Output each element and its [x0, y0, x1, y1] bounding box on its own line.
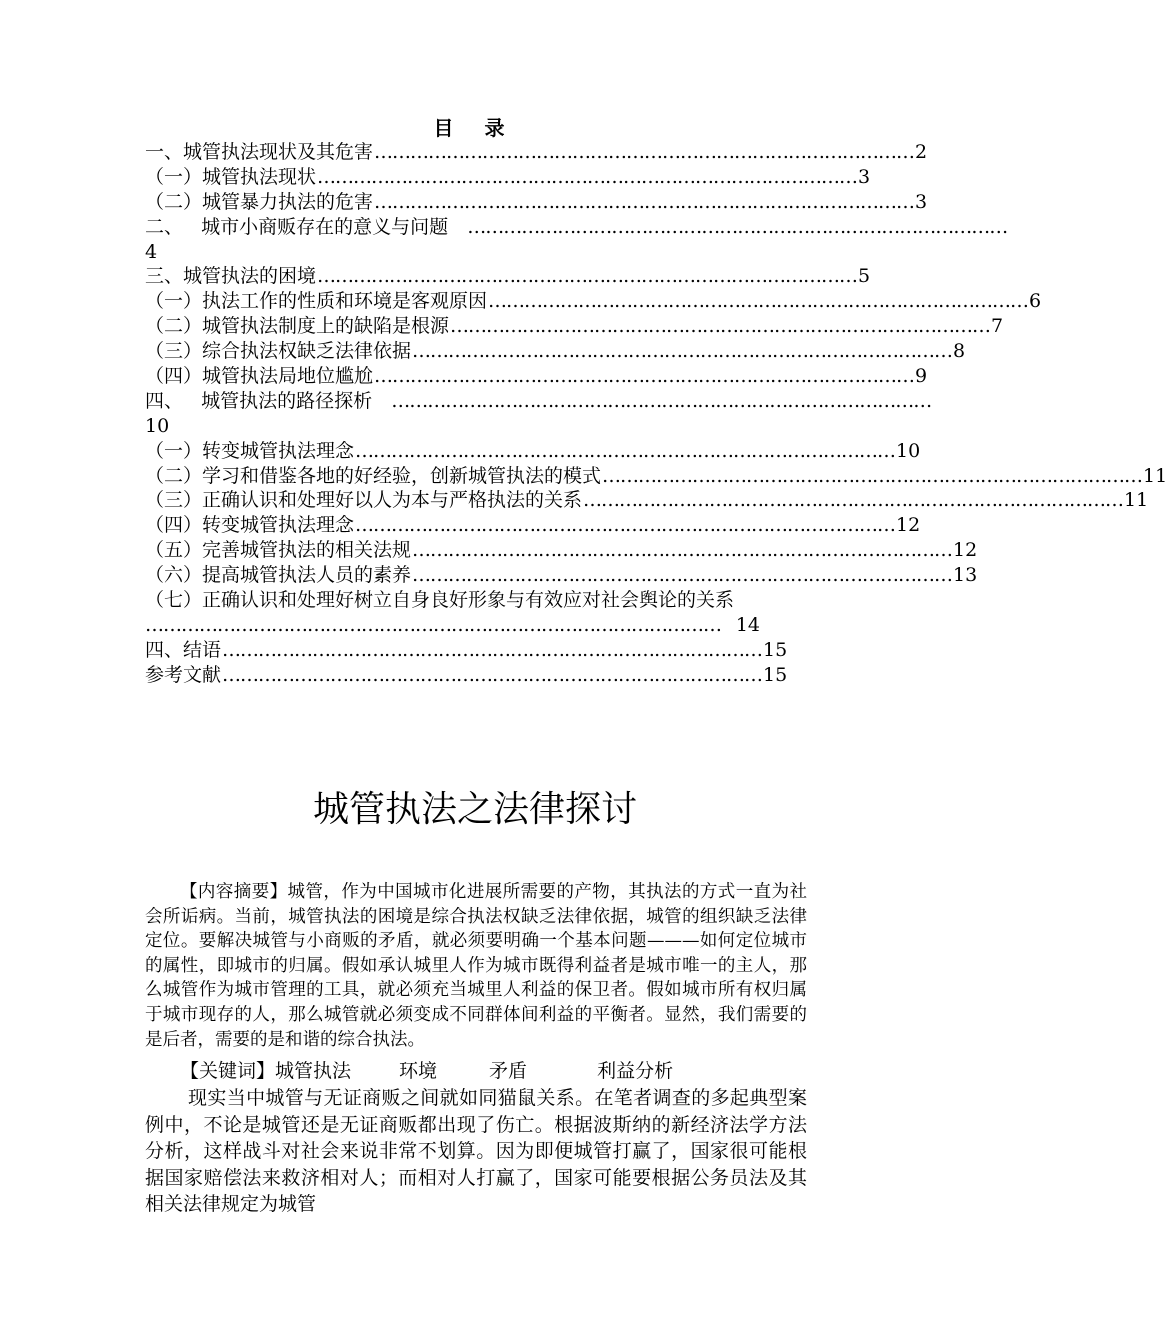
toc-entry-text: （七）正确认识和处理好树立自身良好形象与有效应对社会舆论的关系	[145, 589, 735, 612]
toc-entry-page: 6	[1029, 290, 1042, 313]
toc-entry-page: 15	[763, 638, 788, 661]
toc-entry-text: 参考文献	[145, 663, 222, 686]
toc-entry[interactable]	[145, 513, 921, 538]
toc-entry-text: 四、结语	[145, 638, 222, 661]
toc-entry-text: 四、 城管执法的路径探析	[145, 389, 391, 412]
toc-entry-text: （二）城管执法制度上的缺陷是根源	[145, 315, 450, 338]
toc-entry[interactable]	[145, 464, 1167, 489]
toc-entry-text: （五）完善城管执法的相关法规	[145, 539, 412, 562]
toc-entry[interactable]	[145, 339, 966, 364]
toc-entry-page: 15	[763, 663, 788, 686]
keywords-label: 【关键词】	[180, 1060, 276, 1082]
toc-leader: ………………………………………………………………………………	[412, 539, 953, 562]
toc-entry-text: （六）提高城管执法人员的素养	[145, 564, 412, 587]
toc-leader: ………………………………………………………………………………	[374, 190, 915, 213]
toc-leader: ………………………………………………………………………………	[374, 365, 915, 388]
toc-entry[interactable]	[145, 538, 978, 563]
keyword: 矛盾	[489, 1060, 528, 1082]
toc-entry-page: 5	[858, 265, 871, 288]
toc-entry-text: （四）转变城管执法理念	[145, 514, 355, 537]
toc-entry-page: 12	[953, 539, 978, 562]
toc-entry-text: （三）正确认识和处理好以人为本与严格执法的关系	[145, 489, 583, 512]
toc-leader: ………………………………………………………………………………	[391, 389, 932, 412]
toc-entry-page: 3	[915, 190, 928, 213]
toc-entry[interactable]	[145, 663, 788, 688]
toc-leader: ………………………………………………………………………………	[374, 141, 915, 163]
toc-entry[interactable]	[145, 563, 978, 588]
toc-leader: ………………………………………………………………………………	[222, 638, 763, 661]
toc-entry-page: 4	[145, 240, 158, 263]
toc-entry-page: 2	[915, 141, 928, 163]
toc-entry-page: 11	[1143, 464, 1167, 487]
toc-entry[interactable]	[145, 364, 928, 389]
toc-entry-page: 8	[953, 340, 966, 363]
table-of-contents	[145, 140, 1167, 688]
keyword: 利益分析	[597, 1060, 674, 1082]
toc-leader: ………………………………………………………………………………	[488, 290, 1029, 313]
toc-entry-text: （一）城管执法现状	[145, 165, 317, 188]
toc-entry[interactable]	[145, 140, 928, 165]
toc-entry[interactable]	[145, 165, 871, 190]
keyword: 环境	[399, 1060, 438, 1082]
toc-entry[interactable]	[145, 264, 871, 289]
toc-entry-text: （二）学习和借鉴各地的好经验，创新城管执法的模式	[145, 464, 602, 487]
keywords-line	[180, 1058, 810, 1084]
toc-leader: ………………………………………………………………………………	[412, 340, 953, 363]
toc-entry-page: 7	[991, 315, 1004, 338]
toc-leader: ………………………………………………………………………………	[583, 489, 1124, 512]
toc-entry-page: 13	[953, 564, 978, 587]
toc-entry[interactable]	[145, 215, 1008, 240]
toc-entry-page: 11	[1124, 489, 1149, 512]
toc-entry-page: 10	[145, 414, 170, 437]
toc-entry-text: （二）城管暴力执法的危害	[145, 190, 374, 213]
toc-leader: ………………………………………………………………………………	[355, 514, 896, 537]
toc-entry[interactable]	[145, 638, 788, 663]
toc-leader: ………………………………………………………………………………	[317, 265, 858, 288]
toc-entry-text: （一）转变城管执法理念	[145, 439, 355, 462]
toc-entry-text: 二、 城市小商贩存在的意义与问题	[145, 215, 467, 238]
toc-entry[interactable]	[145, 488, 1149, 513]
toc-entry-text: 三、城管执法的困境	[145, 265, 317, 288]
toc-leader: ………………………………………………………………………………	[412, 564, 953, 587]
toc-entry-text: （四）城管执法局地位尴尬	[145, 365, 374, 388]
toc-leader: ………………………………………………………………………………	[355, 439, 896, 462]
toc-entry[interactable]	[145, 314, 1004, 339]
toc-leader: ………………………………………………………………………………	[602, 464, 1143, 487]
toc-leader: ………………………………………………………………………………	[222, 663, 763, 686]
toc-leader: ………………………………………………………………………………	[450, 315, 991, 338]
toc-title: 目 录	[433, 116, 517, 140]
toc-entry[interactable]	[145, 439, 921, 464]
toc-entry-page: 10	[896, 439, 921, 462]
toc-entry[interactable]	[145, 190, 928, 215]
toc-leader: ………………………………………………………………………………	[317, 165, 858, 188]
toc-entry-text: （一）执法工作的性质和环境是客观原因	[145, 290, 488, 313]
toc-entry-page: 9	[915, 365, 928, 388]
toc-entry[interactable]	[145, 289, 1042, 314]
toc-leader: ………………………………………………………………………………	[467, 215, 1008, 238]
keyword: 城管执法	[275, 1060, 352, 1082]
body-paragraph: 现实当中城管与无证商贩之间就如同猫鼠关系。在笔者调查的多起典型案例中，不论是城管还是无证商贩都出现了伤亡。根据波斯纳的新经济法学方法分析，这样战斗对社会来说非常不划算。因为即便城管打赢了，国家很可能根据国家赔偿法来救济相对人；而相对人打赢了，国家可能要根据公务员法及其相关法律规定为城管	[145, 1087, 807, 1215]
toc-entry-page: 12	[896, 514, 921, 537]
document-title: 城管执法之法律探讨	[312, 789, 637, 830]
toc-entry-text: （三）综合执法权缺乏法律依据	[145, 340, 412, 363]
toc-entry-page: 14	[735, 613, 760, 636]
toc-entry[interactable]	[145, 588, 760, 638]
abstract-paragraph: 【内容摘要】城管，作为中国城市化进展所需要的产物，其执法的方式一直为社会所诟病。当前，城管执法的困境是综合执法权缺乏法律依据，城管的组织缺乏法律定位。要解决城管与小商贩的矛盾，就必须要明确一个基本问题———如何定位城市的属性，即城市的归属。假如承认城里人作为城市既得利益者是城市唯一的主人，那么城管作为城市管理的工具，就必须充当城里人利益的保卫者。假如城市所有权归属于城市现存的人，那么城管就必须变成不同群体间利益的平衡者。显然，我们需要的是后者，需要的是和谐的综合执法。	[145, 882, 807, 1050]
toc-entry-page: 3	[858, 165, 871, 188]
toc-leader: ……………………………………………………………………………………	[145, 613, 721, 636]
toc-entry[interactable]	[145, 389, 932, 414]
toc-entry-text: 一、城管执法现状及其危害	[145, 141, 374, 163]
